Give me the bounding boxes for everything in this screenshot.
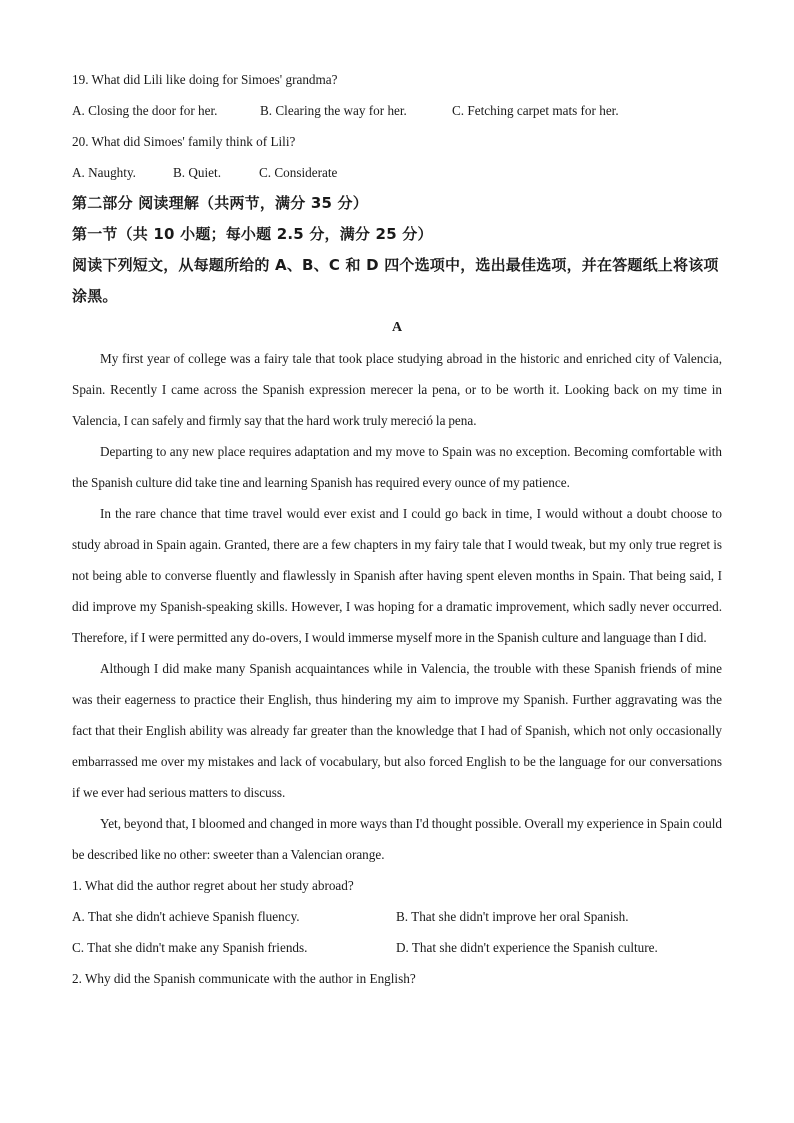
paragraph: In the rare chance that time travel would ever exist and I could go back in time, I would without a doubt choose to study abroad in Spain again. Granted, there are a few chapters in my fairy tale that I would tweak, but my only true regret is not being able to converse fluently and flawlessly in Spanish after having spent eleven months in Spain. That being said, I did improve my Spanish-speaking skills. However, I was hoping for a dramatic improvement, which sadly never occurred. Therefore, if I were permitted any do-overs, I would immerse myself more in the Spanish culture and language than I did.	[72, 506, 722, 645]
paragraph: Although I did make many Spanish acquaintances while in Valencia, the trouble with these Spanish friends of mine was their eagerness to practice their English, thus hindering my aim to improve my Spanish. Further aggravating was the fact that their English ability was already far greater than the knowledge that I had of Spanish, which not only occasionally embarrassed me over my mistakes and lack of vocabulary, but also forced English to be the language for our conversations if we ever had serious matters to discuss.	[72, 661, 722, 800]
question-20-options	[72, 157, 722, 188]
question-1-options-row-2	[72, 932, 722, 963]
option-c: C. That she didn't make any Spanish friends.	[72, 940, 308, 955]
part-2-heading: 第二部分 阅读理解（共两节，满分 35 分）	[72, 194, 368, 212]
option-c: C. Fetching carpet mats for her.	[452, 103, 619, 118]
option-a: A. Naughty.	[72, 165, 136, 180]
instructions: 阅读下列短文，从每题所给的 A、B、C 和 D 四个选项中，选出最佳选项，并在答题纸上将该项涂黑。	[72, 256, 719, 305]
question-2: 2. Why did the Spanish communicate with the author in English?	[72, 971, 416, 986]
option-a: A. That she didn't achieve Spanish fluency.	[72, 909, 300, 924]
option-b: B. That she didn't improve her oral Spanish.	[396, 909, 629, 924]
question-1: 1. What did the author regret about her study abroad?	[72, 878, 354, 893]
question-19: 19. What did Lili like doing for Simoes' grandma?	[72, 72, 338, 87]
passage-label: A	[391, 320, 403, 335]
option-b: B. Quiet.	[173, 165, 221, 180]
exam-page	[72, 64, 722, 994]
option-b: B. Clearing the way for her.	[260, 103, 407, 118]
question-20: 20. What did Simoes' family think of Lili?	[72, 134, 296, 149]
paragraph: My first year of college was a fairy tale that took place studying abroad in the historic and enriched city of Valencia, Spain. Recently I came across the Spanish expression merecer la pena, or to be worth it. Looking back on my time in Valencia, I can safely and firmly say that the hard work truly mereció la pena.	[72, 351, 722, 428]
question-1-options-row-1	[72, 901, 722, 932]
option-c: C. Considerate	[259, 165, 338, 180]
option-a: A. Closing the door for her.	[72, 103, 218, 118]
question-19-options	[72, 95, 722, 126]
option-d: D. That she didn't experience the Spanish culture.	[396, 940, 658, 955]
paragraph: Yet, beyond that, I bloomed and changed in more ways than I'd thought possible. Overall my experience in Spain could be described like no other: sweeter than a Valencian orange.	[72, 816, 722, 862]
section-1-heading: 第一节（共 10 小题；每小题 2.5 分，满分 25 分）	[72, 225, 433, 243]
paragraph: Departing to any new place requires adaptation and my move to Spain was no exception. Becoming comfortable with the Spanish culture did take tine and learning Spanish has required every ounce of my patience.	[72, 444, 722, 490]
